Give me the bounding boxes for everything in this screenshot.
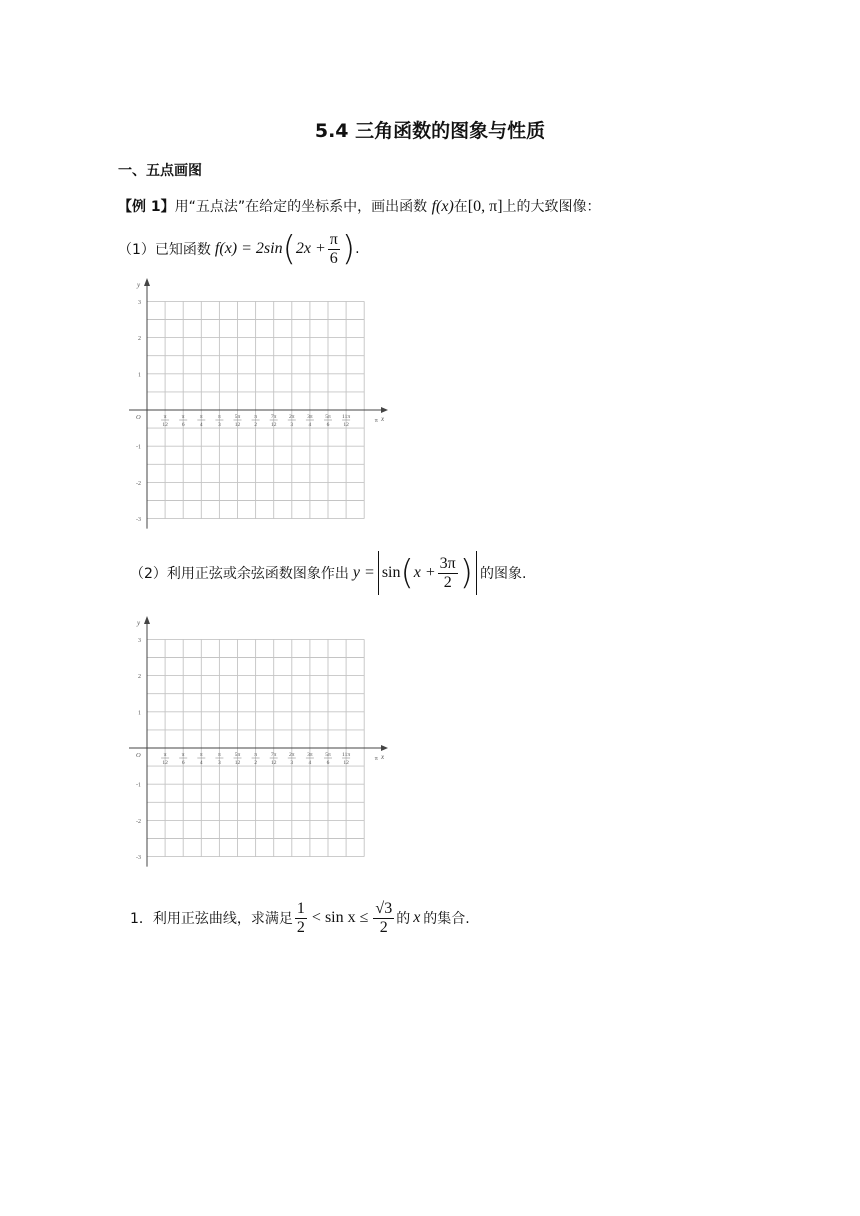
fraction-denominator: 2 — [296, 918, 305, 936]
x-tick-denominator: 4 — [199, 760, 203, 766]
part-2-inner: x + — [413, 564, 436, 581]
absolute-bar-left — [378, 551, 379, 595]
y-tick-label: 3 — [138, 637, 141, 644]
example-tag: 【例 1】 — [118, 199, 175, 215]
y-axis-arrow — [144, 616, 150, 624]
y-tick-label: -3 — [136, 517, 141, 524]
origin-label: O — [136, 414, 141, 421]
question-1-fraction-1 — [295, 900, 307, 937]
x-tick-numerator: π — [254, 752, 257, 758]
x-tick-denominator: 3 — [218, 422, 221, 428]
x-tick-numerator: 2π — [289, 752, 295, 758]
y-tick-label: -2 — [136, 480, 141, 487]
x-tick-numerator: 7π — [270, 414, 277, 420]
x-tick-numerator: π — [163, 752, 167, 758]
x-tick-denominator: 6 — [181, 760, 185, 766]
part-2-label: （2）利用正弦或余弦函数图象作出 — [130, 566, 349, 582]
x-tick-numerator: 5π — [234, 752, 241, 758]
right-paren: ) — [341, 229, 356, 269]
left-paren: ( — [400, 553, 414, 593]
x-tick-denominator: 6 — [326, 422, 330, 428]
right-paren: ) — [459, 553, 474, 593]
question-1-prompt — [130, 893, 470, 943]
x-tick-denominator: 12 — [270, 422, 277, 428]
x-tick-numerator: 2π — [289, 414, 295, 420]
x-tick-numerator: 11π — [342, 752, 351, 758]
y-tick-label: -2 — [136, 818, 141, 825]
fraction-numerator: 1 — [296, 899, 305, 917]
question-1-label: 1．利用正弦曲线，求满足 — [130, 911, 293, 927]
part-1-end: . — [355, 241, 360, 257]
x-tick-denominator: 6 — [181, 422, 185, 428]
x-tick-numerator: 5π — [234, 414, 241, 420]
fraction-denominator: 2 — [379, 918, 388, 936]
x-tick-numerator: 5π — [325, 752, 331, 758]
absolute-bar-right — [476, 551, 477, 595]
x-tick-denominator: 12 — [270, 760, 277, 766]
part-2-sin: sin — [381, 564, 401, 581]
question-1-inequality: < sin x ≤ — [311, 909, 369, 926]
example-function: f(x) — [431, 198, 454, 215]
x-tick-denominator: 6 — [326, 760, 330, 766]
y-axis-label: y — [137, 619, 141, 627]
x-tick-pi-label: π — [374, 418, 378, 424]
example-interval: [0, π] — [467, 198, 503, 215]
fraction-denominator: 6 — [329, 249, 338, 267]
x-tick-denominator: 12 — [234, 422, 241, 428]
example-1-prompt — [118, 196, 601, 216]
y-tick-label: 1 — [138, 710, 141, 717]
example-text-after: 上的大致图像： — [502, 199, 601, 215]
x-tick-numerator: π — [199, 752, 203, 758]
x-axis-label: x — [381, 415, 385, 423]
y-tick-label: -1 — [136, 782, 141, 789]
x-axis-arrow — [381, 407, 388, 413]
x-tick-numerator: π — [199, 414, 203, 420]
page-title: 5.4 三角函数的图象与性质 — [314, 120, 546, 142]
x-tick-numerator: π — [181, 752, 185, 758]
part-1-label: （1）已知函数 — [118, 242, 211, 258]
part-2-after: 的图象. — [480, 566, 527, 582]
part-1-expr-left: f(x) = 2sin — [214, 240, 283, 257]
section-heading: 一、五点画图 — [118, 163, 202, 179]
x-tick-denominator: 4 — [199, 422, 203, 428]
fraction-denominator: 2 — [443, 573, 452, 591]
x-tick-denominator: 4 — [308, 422, 312, 428]
question-1-end: 的集合. — [423, 911, 470, 927]
part-1-expr-inner: 2x + — [295, 240, 326, 257]
x-tick-denominator: 12 — [343, 760, 349, 766]
x-tick-denominator: 3 — [290, 422, 294, 428]
graph-1 — [126, 275, 396, 543]
fraction-numerator: √3 — [375, 899, 393, 917]
x-tick-pi-label: π — [374, 756, 378, 762]
x-tick-denominator: 2 — [254, 760, 257, 766]
y-axis-arrow — [144, 278, 150, 286]
x-tick-numerator: 11π — [342, 414, 351, 420]
example-text-mid: 在 — [453, 199, 468, 215]
question-1-variable: x — [413, 909, 421, 926]
x-tick-denominator: 2 — [254, 422, 257, 428]
question-1-after: 的 — [396, 911, 411, 927]
y-axis-label: y — [137, 281, 141, 289]
part-1-prompt — [118, 229, 360, 269]
x-tick-numerator: π — [218, 752, 221, 758]
part-2-fraction — [438, 555, 458, 592]
part-2-prompt — [130, 550, 526, 596]
x-tick-denominator: 4 — [308, 760, 312, 766]
x-tick-numerator: 3π — [307, 414, 313, 420]
x-tick-denominator: 3 — [290, 760, 294, 766]
part-2-expr-left: y = — [352, 564, 375, 581]
question-1-fraction-2 — [373, 900, 394, 937]
fraction-numerator: π — [329, 230, 338, 248]
x-tick-denominator: 12 — [234, 760, 241, 766]
y-tick-label: 2 — [138, 336, 141, 343]
example-text-before: 用“五点法”在给定的坐标系中，画出函数 — [174, 199, 428, 215]
x-tick-numerator: 7π — [270, 752, 277, 758]
x-tick-numerator: 3π — [307, 752, 313, 758]
x-tick-denominator: 12 — [162, 422, 168, 428]
x-axis-label: x — [381, 753, 385, 761]
y-tick-label: -3 — [136, 855, 141, 862]
x-tick-numerator: 5π — [325, 414, 331, 420]
x-tick-numerator: π — [254, 414, 257, 420]
origin-label: O — [136, 752, 141, 759]
x-tick-numerator: π — [181, 414, 185, 420]
y-tick-label: 2 — [138, 674, 141, 681]
graph-2 — [126, 613, 396, 881]
y-tick-label: 1 — [138, 372, 141, 379]
left-paren: ( — [282, 229, 296, 269]
x-tick-denominator: 3 — [218, 760, 221, 766]
y-tick-label: 3 — [138, 299, 141, 306]
x-tick-denominator: 12 — [343, 422, 349, 428]
x-tick-numerator: π — [163, 414, 167, 420]
fraction-numerator: 3π — [439, 554, 456, 572]
x-tick-denominator: 12 — [162, 760, 168, 766]
x-tick-numerator: π — [218, 414, 221, 420]
y-tick-label: -1 — [136, 444, 141, 451]
part-1-fraction — [328, 231, 340, 268]
x-axis-arrow — [381, 745, 388, 751]
